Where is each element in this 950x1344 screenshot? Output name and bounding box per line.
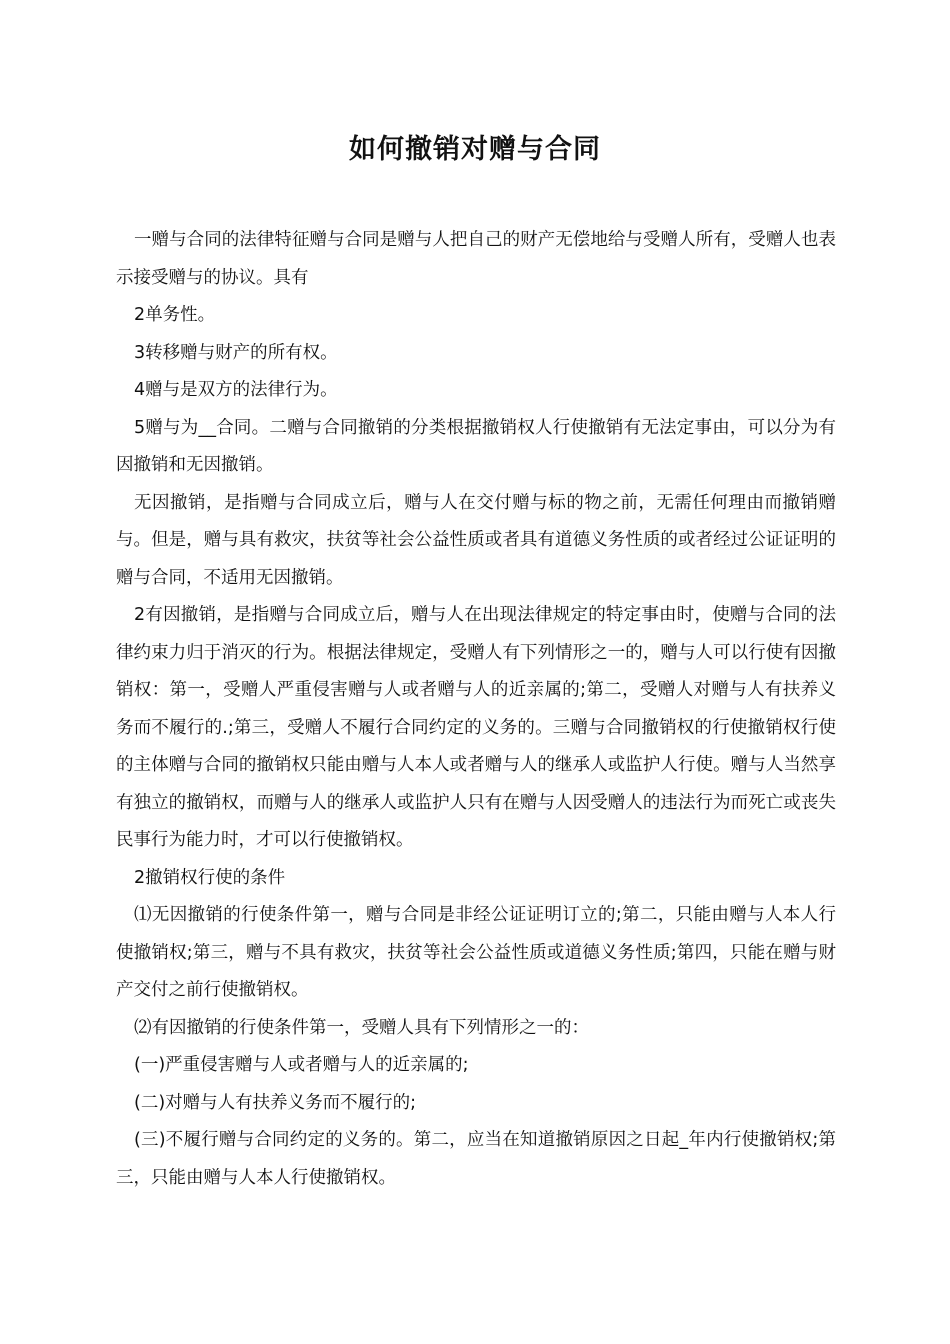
paragraph-item-5: 5赠与为__合同。二赠与合同撤销的分类根据撤销权人行使撤销有无法定事由，可以分为有因撤销和无因撤销。	[116, 417, 836, 475]
paragraph-sub-1: (一)严重侵害赠与人或者赠与人的近亲属的;	[134, 1055, 469, 1075]
paragraph-item-4: 4赠与是双方的法律行为。	[134, 380, 338, 400]
paragraph-unconditional-revocation: 无因撤销，是指赠与合同成立后，赠与人在交付赠与标的物之前，无需任何理由而撤销赠与。但是，赠与具有救灾，扶贫等社会公益性质或者具有道德义务性质的或者经过公证证明的赠与合同，不适用无因撤销。	[116, 492, 836, 588]
paragraph-sub-3: (三)不履行赠与合同约定的义务的。第二，应当在知道撤销原因之日起_年内行使撤销权;第三，只能由赠与人本人行使撤销权。	[116, 1130, 836, 1188]
document-body	[116, 222, 836, 1197]
paragraph-sub-2: (二)对赠与人有扶养义务而不履行的;	[134, 1092, 417, 1113]
paragraph-item-3: 3转移赠与财产的所有权。	[134, 342, 338, 363]
document-title: 如何撤销对赠与合同	[349, 134, 601, 165]
paragraph-intro: 一赠与合同的法律特征赠与合同是赠与人把自己的财产无偿地给与受赠人所有，受赠人也表示接受赠与的协议。具有	[116, 230, 836, 288]
paragraph-condition-1: ⑴无因撤销的行使条件第一，赠与合同是非经公证证明订立的;第二，只能由赠与人本人行使撤销权;第三，赠与不具有救灾，扶贫等社会公益性质或道德义务性质;第四，只能在赠与财产交付之前行使撤销权。	[116, 905, 836, 1000]
paragraph-conditional-revocation: 2有因撤销，是指赠与合同成立后，赠与人在出现法律规定的特定事由时，使赠与合同的法律约束力归于消灭的行为。根据法律规定，受赠人有下列情形之一的，赠与人可以行使有因撤销权：第一，受赠人严重侵害赠与人或者赠与人的近亲属的;第二，受赠人对赠与人有扶养义务而不履行的.;第三，受赠人不履行合同约定的义务的。三赠与合同撤销权的行使撤销权行使的主体赠与合同的撤销权只能由赠与人本人或者赠与人的继承人或监护人行使。赠与人当然享有独立的撤销权，而赠与人的继承人或监护人只有在赠与人因受赠人的违法行为而死亡或丧失民事行为能力时，才可以行使撤销权。	[116, 605, 836, 850]
paragraph-conditions-heading: 2撤销权行使的条件	[134, 867, 286, 888]
paragraph-condition-2: ⑵有因撤销的行使条件第一，受赠人具有下列情形之一的：	[134, 1017, 589, 1038]
paragraph-item-2: 2单务性。	[134, 305, 216, 325]
